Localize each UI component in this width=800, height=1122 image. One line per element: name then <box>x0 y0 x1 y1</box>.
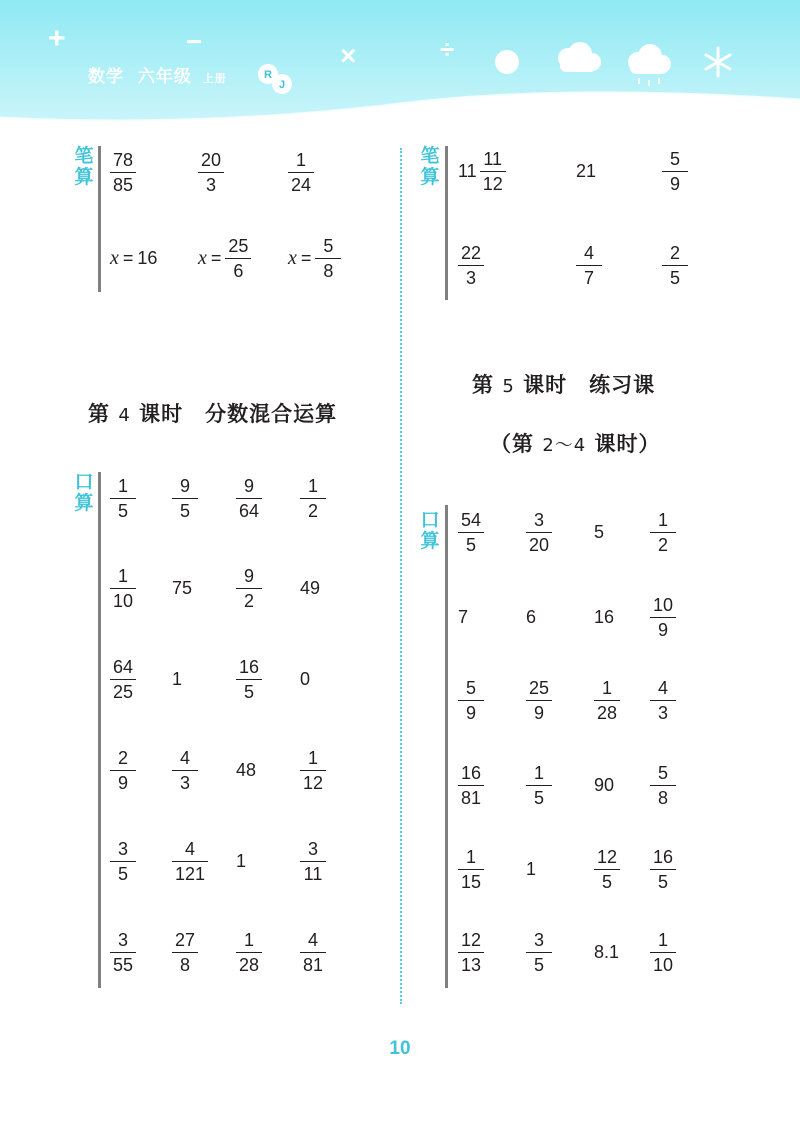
fraction <box>300 931 326 974</box>
denominator: 8 <box>650 785 676 807</box>
subject: 数学 <box>88 67 124 87</box>
answer-value: 48 <box>236 759 257 780</box>
denominator: 15 <box>458 869 484 891</box>
fraction <box>172 749 198 792</box>
fraction <box>300 749 326 792</box>
answer-cell <box>458 143 506 199</box>
answer-cell <box>172 651 182 707</box>
denominator: 8 <box>172 952 198 974</box>
answer-value: 1 <box>172 668 183 689</box>
grade: 六年级 <box>137 67 192 87</box>
numerator: 11 <box>483 148 503 169</box>
fraction <box>650 596 676 639</box>
answer-cell <box>458 672 484 728</box>
block-bar <box>98 146 101 292</box>
numerator: 5 <box>657 762 668 783</box>
answer-cell <box>662 143 688 199</box>
answer-cell <box>110 560 136 616</box>
numerator: 3 <box>118 929 129 950</box>
denominator: 10 <box>650 952 676 974</box>
answer-cell <box>300 470 326 526</box>
answer-cell <box>300 651 310 707</box>
denominator: 5 <box>526 952 552 974</box>
fraction <box>236 567 262 610</box>
fraction <box>300 840 326 883</box>
numerator: 2 <box>117 747 128 768</box>
answer-cell <box>288 144 314 200</box>
answer-cell <box>526 589 536 645</box>
fraction <box>110 931 136 974</box>
fraction <box>526 511 552 554</box>
numerator: 12 <box>597 846 618 867</box>
answer-cell <box>172 833 208 889</box>
fraction <box>458 931 484 974</box>
section-title-4: 第 4 课时 分数混合运算 <box>88 402 338 426</box>
denominator: 11 <box>300 861 326 883</box>
fraction <box>594 679 620 722</box>
numerator: 1 <box>296 149 307 170</box>
answer-cell <box>198 230 251 286</box>
denominator: 85 <box>110 172 136 194</box>
fraction <box>225 237 251 280</box>
fraction <box>480 150 506 193</box>
fraction <box>110 567 136 610</box>
fraction <box>662 244 688 287</box>
answer-cell <box>594 504 604 560</box>
answer-cell <box>300 833 326 889</box>
denominator: 3 <box>650 700 676 722</box>
denominator: 24 <box>288 172 314 194</box>
denominator: 5 <box>594 869 620 891</box>
fraction <box>236 658 262 701</box>
fraction <box>650 848 676 891</box>
denominator: 2 <box>236 588 262 610</box>
answer-cell <box>236 651 262 707</box>
variable: x <box>288 246 297 269</box>
volume: 上册 <box>202 72 227 85</box>
answer-cell <box>110 651 136 707</box>
fraction <box>288 151 314 194</box>
fraction <box>172 477 198 520</box>
variable: x <box>110 246 119 269</box>
denominator: 12 <box>480 171 506 193</box>
tag-mental-calc: 口 算 <box>74 471 94 514</box>
section-subtitle-5: （第 2～4 课时） <box>490 432 661 456</box>
rj-logo <box>254 62 294 96</box>
denominator: 9 <box>650 617 676 639</box>
answer-value: 49 <box>300 577 321 598</box>
numerator: 16 <box>653 846 674 867</box>
denominator: 7 <box>576 265 602 287</box>
fraction <box>650 679 676 722</box>
denominator: 9 <box>662 171 688 193</box>
answer-cell <box>236 470 262 526</box>
variable: x <box>198 246 207 269</box>
answer-value: 16 <box>594 606 615 627</box>
answer-cell <box>110 742 136 798</box>
fraction <box>198 151 224 194</box>
numerator: 1 <box>658 929 669 950</box>
fraction <box>110 477 136 520</box>
answer-value: 7 <box>458 606 469 627</box>
divide-icon: ÷ <box>440 34 455 64</box>
fraction <box>110 840 136 883</box>
numerator: 25 <box>228 235 249 256</box>
numerator: 10 <box>653 594 674 615</box>
numerator: 64 <box>113 656 134 677</box>
fraction <box>458 511 484 554</box>
fraction <box>236 477 262 520</box>
answer-cell <box>236 560 262 616</box>
denominator: 20 <box>526 532 552 554</box>
denominator: 81 <box>300 952 326 974</box>
answer-cell <box>576 143 596 199</box>
block-bar <box>98 472 101 988</box>
answer-cell <box>110 144 136 200</box>
denominator: 5 <box>662 265 688 287</box>
denominator: 3 <box>458 265 484 287</box>
sun-icon <box>495 50 519 74</box>
answer-value: 6 <box>526 606 537 627</box>
answer-cell <box>300 924 326 980</box>
denominator: 13 <box>458 952 484 974</box>
book-title <box>88 62 227 87</box>
answer-value: 0 <box>300 668 311 689</box>
denominator: 2 <box>650 532 676 554</box>
fraction <box>650 764 676 807</box>
numerator: 2 <box>669 242 680 263</box>
denominator: 121 <box>172 861 208 883</box>
numerator: 5 <box>323 235 334 256</box>
denominator: 10 <box>110 588 136 610</box>
answer-cell <box>526 841 536 897</box>
numerator: 3 <box>307 838 318 859</box>
answer-cell <box>458 841 484 897</box>
answer-value: 16 <box>137 247 158 268</box>
fraction <box>110 658 136 701</box>
fraction <box>526 764 552 807</box>
answer-cell <box>650 757 676 813</box>
numerator: 4 <box>657 677 668 698</box>
answer-cell <box>172 742 198 798</box>
denominator: 28 <box>594 700 620 722</box>
logo-letter-r: R <box>264 69 272 81</box>
denominator: 81 <box>458 785 484 807</box>
numerator: 1 <box>244 929 255 950</box>
numerator: 78 <box>113 149 134 170</box>
answer-cell <box>110 470 136 526</box>
fraction <box>526 679 552 722</box>
fraction <box>236 931 262 974</box>
block-bar <box>445 505 448 988</box>
answer-cell <box>526 757 552 813</box>
numerator: 9 <box>243 565 254 586</box>
numerator: 3 <box>117 838 128 859</box>
numerator: 1 <box>307 475 318 496</box>
answer-cell <box>236 742 256 798</box>
answer-cell <box>650 672 676 728</box>
answer-cell <box>172 470 198 526</box>
numerator: 1 <box>308 747 319 768</box>
page-number: 10 <box>389 1038 411 1059</box>
answer-cell <box>198 144 224 200</box>
denominator: 64 <box>236 498 262 520</box>
denominator: 2 <box>300 498 326 520</box>
answer-value: 75 <box>172 577 193 598</box>
numerator: 4 <box>179 747 190 768</box>
answer-cell <box>526 924 552 980</box>
fraction <box>315 237 341 280</box>
denominator: 28 <box>236 952 262 974</box>
numerator: 3 <box>533 929 544 950</box>
answer-cell <box>236 833 246 889</box>
answer-cell <box>594 757 614 813</box>
denominator: 5 <box>526 785 552 807</box>
answer-cell <box>300 560 320 616</box>
tag-written-calc: 笔 算 <box>420 145 440 188</box>
minus-icon: − <box>186 26 203 57</box>
fraction <box>662 150 688 193</box>
answer-cell <box>110 833 136 889</box>
answer-cell <box>662 237 688 293</box>
fraction <box>576 244 602 287</box>
numerator: 1 <box>533 762 544 783</box>
denominator: 3 <box>172 770 198 792</box>
answer-cell <box>172 924 198 980</box>
numerator: 9 <box>179 475 190 496</box>
answer-value: 8.1 <box>594 941 620 962</box>
numerator: 4 <box>308 929 319 950</box>
denominator: 3 <box>198 172 224 194</box>
numerator: 25 <box>529 677 550 698</box>
denominator: 9 <box>526 700 552 722</box>
numerator: 4 <box>185 838 196 859</box>
answer-cell <box>110 230 157 286</box>
fraction <box>172 931 198 974</box>
numerator: 12 <box>461 929 482 950</box>
denominator: 5 <box>110 498 136 520</box>
fraction <box>526 931 552 974</box>
denominator: 12 <box>300 770 326 792</box>
answer-cell <box>236 924 262 980</box>
equals-sign: = <box>122 247 134 268</box>
denominator: 9 <box>110 770 136 792</box>
section-title-5: 第 5 课时 练习课 <box>472 373 656 397</box>
answer-cell <box>458 237 484 293</box>
answer-cell <box>650 924 676 980</box>
equals-sign: = <box>300 247 312 268</box>
answer-cell <box>458 589 468 645</box>
fraction <box>650 511 676 554</box>
answer-cell <box>594 924 619 980</box>
numerator: 1 <box>657 509 668 530</box>
answer-value: 21 <box>576 160 597 181</box>
numerator: 1 <box>466 846 477 867</box>
tag-written-calc: 笔 算 <box>74 145 94 188</box>
numerator: 16 <box>461 762 482 783</box>
column-divider <box>400 148 402 1004</box>
plus-icon: + <box>48 22 66 55</box>
fraction <box>458 679 484 722</box>
answer-cell <box>526 672 552 728</box>
numerator: 1 <box>117 475 128 496</box>
denominator: 9 <box>458 700 484 722</box>
answer-cell <box>650 841 676 897</box>
tag-mental-calc: 口 算 <box>420 509 440 552</box>
fraction <box>458 848 484 891</box>
answer-value: 1 <box>526 858 537 879</box>
numerator: 4 <box>583 242 594 263</box>
answer-value: 1 <box>236 850 247 871</box>
answer-cell <box>594 589 614 645</box>
fraction <box>110 749 136 792</box>
answer-cell <box>650 504 676 560</box>
numerator: 5 <box>465 677 476 698</box>
answer-cell <box>172 560 192 616</box>
fraction <box>172 840 208 883</box>
fraction <box>300 477 326 520</box>
answer-cell <box>458 504 484 560</box>
answer-cell <box>458 924 484 980</box>
denominator: 5 <box>650 869 676 891</box>
answer-cell <box>300 742 326 798</box>
numerator: 20 <box>201 149 222 170</box>
equals-sign: = <box>210 247 222 268</box>
numerator: 1 <box>118 565 129 586</box>
numerator: 5 <box>669 148 680 169</box>
answer-cell <box>288 230 341 286</box>
answer-cell <box>594 672 620 728</box>
denominator: 6 <box>225 258 251 280</box>
denominator: 8 <box>315 258 341 280</box>
numerator: 22 <box>461 242 482 263</box>
denominator: 25 <box>110 679 136 701</box>
denominator: 55 <box>110 952 136 974</box>
denominator: 5 <box>172 498 198 520</box>
answer-cell <box>594 841 620 897</box>
answer-cell <box>650 589 676 645</box>
fraction <box>458 764 484 807</box>
fraction <box>650 931 676 974</box>
fraction <box>458 244 484 287</box>
numerator: 16 <box>239 656 260 677</box>
whole-number: 11 <box>458 160 477 181</box>
denominator: 5 <box>236 679 262 701</box>
answer-value: 90 <box>594 774 615 795</box>
answer-cell <box>110 924 136 980</box>
numerator: 27 <box>175 929 196 950</box>
fraction <box>110 151 136 194</box>
answer-cell <box>526 504 552 560</box>
numerator: 9 <box>244 475 255 496</box>
numerator: 1 <box>602 677 613 698</box>
answer-value: 5 <box>594 521 605 542</box>
denominator: 5 <box>458 532 484 554</box>
logo-letter-j: J <box>278 79 286 91</box>
numerator: 54 <box>461 509 482 530</box>
numerator: 3 <box>534 509 545 530</box>
answer-cell <box>576 237 602 293</box>
block-bar <box>445 146 448 300</box>
fraction <box>594 848 620 891</box>
times-icon: × <box>340 40 357 71</box>
denominator: 5 <box>110 861 136 883</box>
answer-cell <box>458 757 484 813</box>
